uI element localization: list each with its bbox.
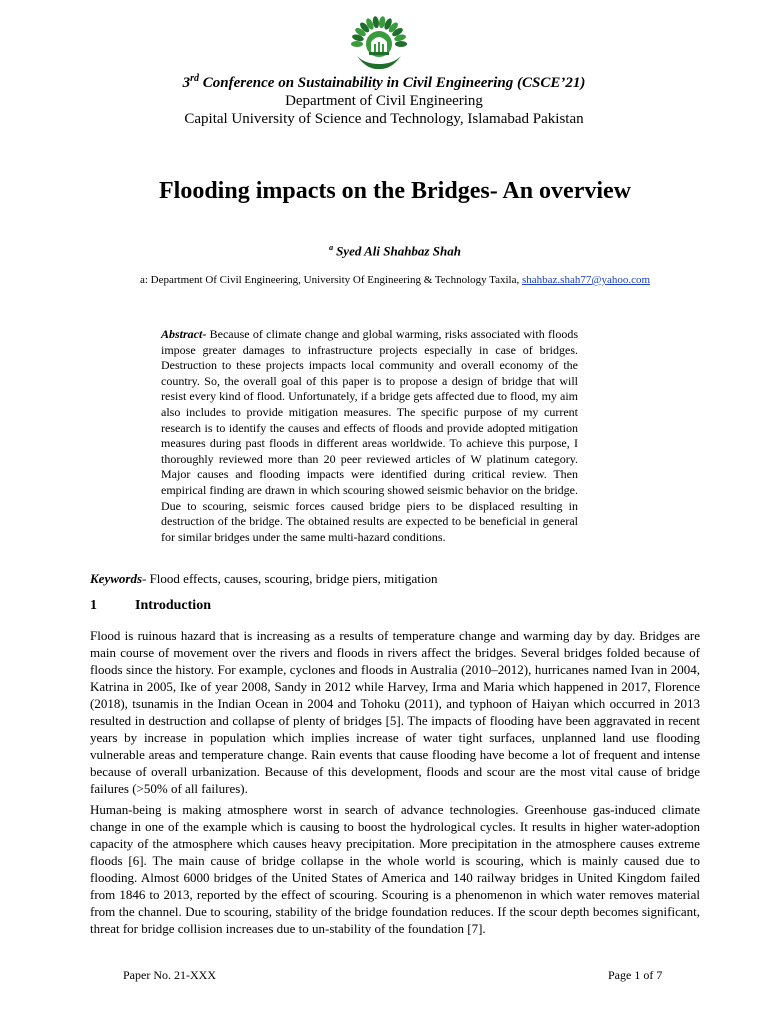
conference-header	[0, 74, 768, 128]
keywords-text: - Flood effects, causes, scouring, bridge piers, mitigation	[142, 571, 438, 586]
author	[0, 243, 768, 259]
section-heading	[90, 598, 211, 614]
university: Capital University of Science and Technology, Islamabad Pakistan	[184, 111, 584, 127]
abstract	[161, 327, 578, 545]
author-name: Syed Ali Shahbaz Shah	[336, 243, 461, 259]
abstract-label: Abstract-	[161, 327, 207, 341]
abstract-text: Because of climate change and global warming, risks associated with floods impose greater damages to infrastructure projects especially in case of bridges. Destruction to these projects impacts local community and overall economy of the country. So, the overall goal of this paper is to propose a design of bridge that will resist every kind of flood. Unfortunately, if a bridge gets affected due to flood, my aim also includes to provide mitigation measures. The specific purpose of my current research is to identify the causes and effects of floods and provide adopted mitigation measures during past floods in different areas worldwide. To achieve this purpose, I thoroughly reviewed more than 20 peer reviewed articles of W platinum category. Major causes and flooding impacts were identified during critical review. Then empirical finding are drawn in which scouring showed seismic behavior on the bridge. Due to scouring, seismic forces caused bridge piers to be displaced resulting in destruction of the bridge. The obtained results are expected to be beneficial in general for similar bridges under the same multi-hazard conditions.	[161, 327, 578, 544]
section-title: Introduction	[135, 598, 211, 613]
author-marker: a	[329, 243, 334, 252]
paragraph: Human-being is making atmosphere worst in search of advance technologies. Greenhouse gas-induced climate change in one of the example which is causing to boost the hydrological cycles. It results in higher water-adoption capacity of the atmosphere which causes heavy precipitation. More precipitation in the atmosphere causes extreme floods [6]. The main cause of bridge collapse in the whole world is scouring, which is mainly caused due to flooding. Almost 6000 bridges of the United States of America and 140 railway bridges in United Kingdom failed from 1846 to 2013, reported by the effect of scouring. Scouring is a phenomenon in which water removes material from the channel. Due to scouring, stability of the bridge foundation reduces. If the scour depth becomes significant, threat for bridge collision increases due to un-stability of the foundation [7].	[90, 802, 700, 936]
section-number: 1	[90, 598, 97, 613]
logo-leaf	[395, 41, 407, 47]
footer-page-number: Page 1 of 7	[608, 968, 663, 982]
affiliation: a: Department Of Civil Engineering, University Of Engineering & Technology Taxila, shahbaz.shah77@yahoo.com	[139, 274, 651, 286]
paragraph: Flood is ruinous hazard that is increasing as a results of temperature change and warming day by day. Bridges are main course of movement over the rivers and floods in rivers affect the bridges. Several bridges folded because of floods since the history. For example, cyclones and floods in Australia (2010–2012), hurricanes named Ivan in 2004, Katrina in 2005, Ike of year 2008, Sandy in 2012 while Harvey, Irma and Maria which happened in 2017, Florence (2018), tsunamis in the Indian Ocean in 2004 and Tohoku (2011), and typhoon of Haiyan which occurred in 2013 resulted in destruction and collapse of plenty of bridges [5]. The impacts of flooding have been aggravated in recent years by increase in population which implies increase of water tight surfaces, unplanned land use flooding vulnerable areas and temperature change. Rain events that cause flooding have become a lot of frequent and intense because of overall urbanization. Because of this development, floods and scour are the most vital cause of bridge failures (>50% of all failures).	[90, 628, 700, 796]
conference-logo-icon	[347, 12, 411, 74]
department: Department of Civil Engineering	[285, 93, 483, 109]
keywords	[90, 571, 690, 587]
paper-title: Flooding impacts on the Bridges- An overview	[159, 178, 631, 204]
conference-name: 3rd Conference on Sustainability in Civil Engineering (CSCE’21)	[182, 73, 586, 91]
author-email-link[interactable]: shahbaz.shah77@yahoo.com	[522, 274, 651, 286]
logo-leaf	[351, 41, 363, 47]
footer-paper-number: Paper No. 21-XXX	[123, 968, 216, 982]
keywords-label: Keywords	[90, 571, 142, 586]
